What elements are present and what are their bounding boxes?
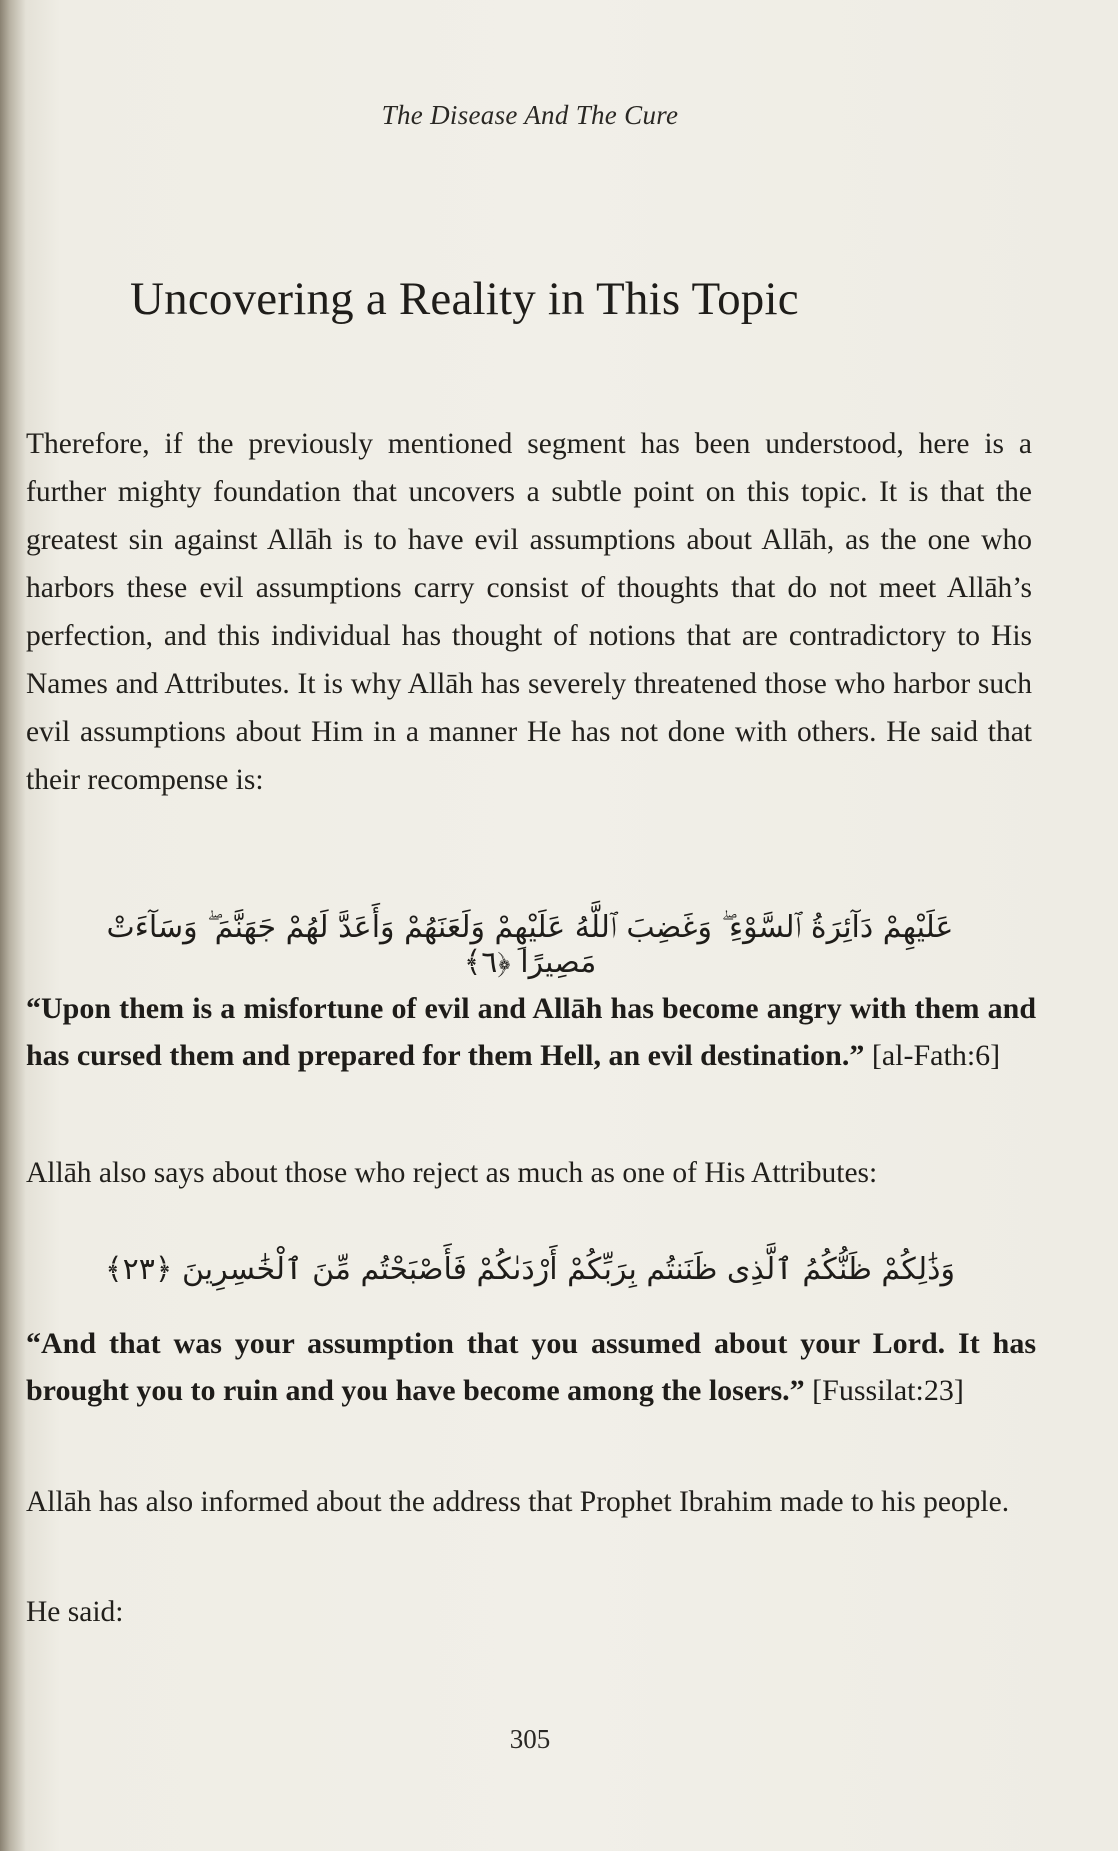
paragraph-intro: Therefore, if the previously mentioned segment has been understood, here is a further mighty foundation that uncovers a subtle point on this topic. It is that the greatest sin against Allāh is to have evil assumptions about Allāh, as the one who harbors these evil assumptions carry consist of thoughts that do not meet Allāh’s perfection, and this individual has thought of notions that are contradictory to His Names and Attributes. It is why Allāh has severely threatened those who harbor such evil assumptions about Him in a manner He has not done with others. He said that their recompense is:: [26, 428, 1032, 796]
paragraph-he-said: He said:: [26, 1596, 124, 1628]
verse-reference: [al-Fath:6]: [871, 1039, 1001, 1072]
paragraph-attributes: Allāh also says about those who reject as much as one of His Attributes:: [26, 1157, 878, 1189]
chapter-title: Uncovering a Reality in This Topic: [130, 273, 799, 325]
verse-translation-1: [26, 985, 1036, 1079]
quran-verse-arabic-2: وَذَٰلِكُمْ ظَنُّكُمُ ٱلَّذِى ظَنَنتُم بِرَبِّكُمْ أَرْدَىٰكُمْ فَأَصْبَحْتُم مِّنَ ٱلْخَٰسِرِينَ ﴿٢٣﴾: [105, 1252, 955, 1287]
verse-reference: [Fussilat:23]: [812, 1374, 964, 1407]
paragraph-ibrahim: Allāh has also informed about the address that Prophet Ibrahim made to his people.: [26, 1486, 1010, 1518]
page-number: 305: [509, 1724, 551, 1754]
running-head: The Disease And The Cure: [381, 100, 679, 130]
quran-verse-arabic-1: عَلَيْهِمْ دَآئِرَةُ ٱلسَّوْءِ ۖ وَغَضِبَ ٱللَّهُ عَلَيْهِمْ وَلَعَنَهُمْ وَأَعَدَّ لَهُمْ جَهَنَّمَ ۖ وَسَآءَتْ مَصِيرًا ﴿٦﴾: [106, 910, 954, 980]
verse-translation-text: “Upon them is a misfortune of evil and Allāh has become angry with them and has cursed them and prepared for them Hell, an evil destination.”: [26, 992, 1036, 1072]
verse-translation-text: “And that was your assumption that you assumed about your Lord. It has brought you to ruin and you have become among the losers.”: [26, 1327, 1036, 1407]
verse-translation-2: [26, 1320, 1036, 1414]
